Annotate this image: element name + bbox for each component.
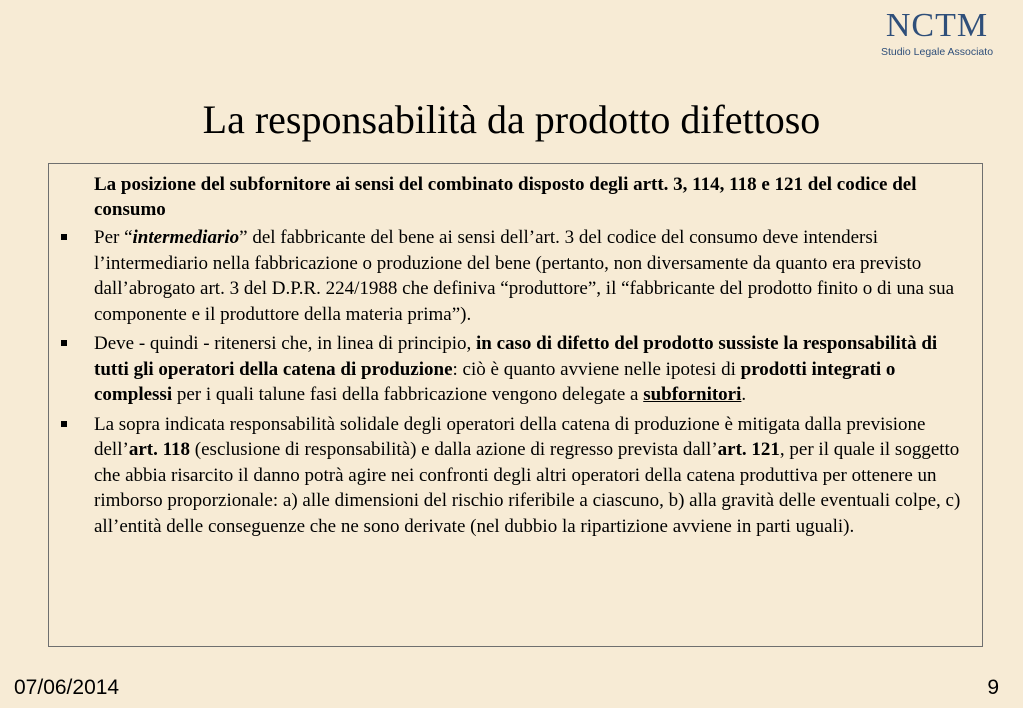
- nctm-logo: [867, 8, 1007, 58]
- content-box: [48, 163, 983, 647]
- logo-tagline: Studio Legale Associato: [880, 46, 994, 58]
- logo-wordmark: NCTM: [885, 7, 989, 44]
- section-heading: La posizione del subfornitore ai sensi del combinato disposto degli artt. 3, 114, 118 e 121 del codice del consumo: [94, 174, 917, 220]
- bullet-text: La sopra indicata responsabilità solidale degli operatori della catena di produzione è mitigata dalla previsione dell’: [94, 413, 926, 460]
- bullet-text: Per “: [94, 227, 133, 248]
- bullet-text: .: [741, 384, 747, 405]
- bullet-text: (esclusione di responsabilità) e dalla azione di regresso prevista dall’: [190, 439, 718, 460]
- emphasis-text: intermediario: [132, 227, 240, 248]
- bullet-intermediario: [61, 225, 970, 327]
- bold-text: art. 118: [128, 439, 191, 460]
- bullet-text: Deve - quindi - ritenersi che, in linea di principio,: [94, 333, 476, 354]
- bullet-text: , per il quale il soggetto che abbia risarcito il danno potrà agire nei confronti degli altri operatori della catena produttiva per ottenere un rimborso proporzionale: a) alle dimensioni del rischio riferibile a ciascuno, b) alla gravità delle eventuali colpe, c) all’entità delle conseguenze che ne sono derivate (nel dubbio la ripartizione avviene in parti uguali).: [94, 439, 961, 537]
- square-bullet-icon: [61, 421, 67, 427]
- bold-text: in caso di difetto del prodotto sussiste la responsabilità di tutti gli operatori della catena di produzione: [94, 333, 938, 380]
- footer-date: 07/06/2014: [14, 676, 120, 699]
- bullet-responsabilita: [61, 331, 970, 408]
- bullet-text: : ciò è quanto avviene nelle ipotesi di: [452, 358, 741, 380]
- slide-title: La responsabilità da prodotto difettoso: [202, 97, 821, 142]
- square-bullet-icon: [61, 234, 67, 240]
- bold-text: prodotti integrati o complessi: [94, 358, 896, 405]
- bullet-text: ” del fabbricante del bene ai sensi dell’art. 3 del codice del consumo deve intendersi l’intermediario nella fabbricazione o produzione del bene (pertanto, non diversamente da quanto era previsto dall’abrogato art. 3 del D.P.R. 224/1988 che definiva “produttore”, il “fabbricante del prodotto finito o di una sua componente e il produttore della materia prima”).: [94, 227, 955, 325]
- underlined-bold-text: subfornitori: [643, 384, 742, 405]
- bullet-list: [61, 225, 970, 539]
- bullet-text: per i quali talune fasi della fabbricazione vengono delegate a: [172, 384, 644, 405]
- square-bullet-icon: [61, 340, 67, 346]
- bold-text: art. 121: [717, 439, 780, 460]
- page-number: 9: [987, 676, 999, 699]
- bullet-regresso: [61, 412, 970, 540]
